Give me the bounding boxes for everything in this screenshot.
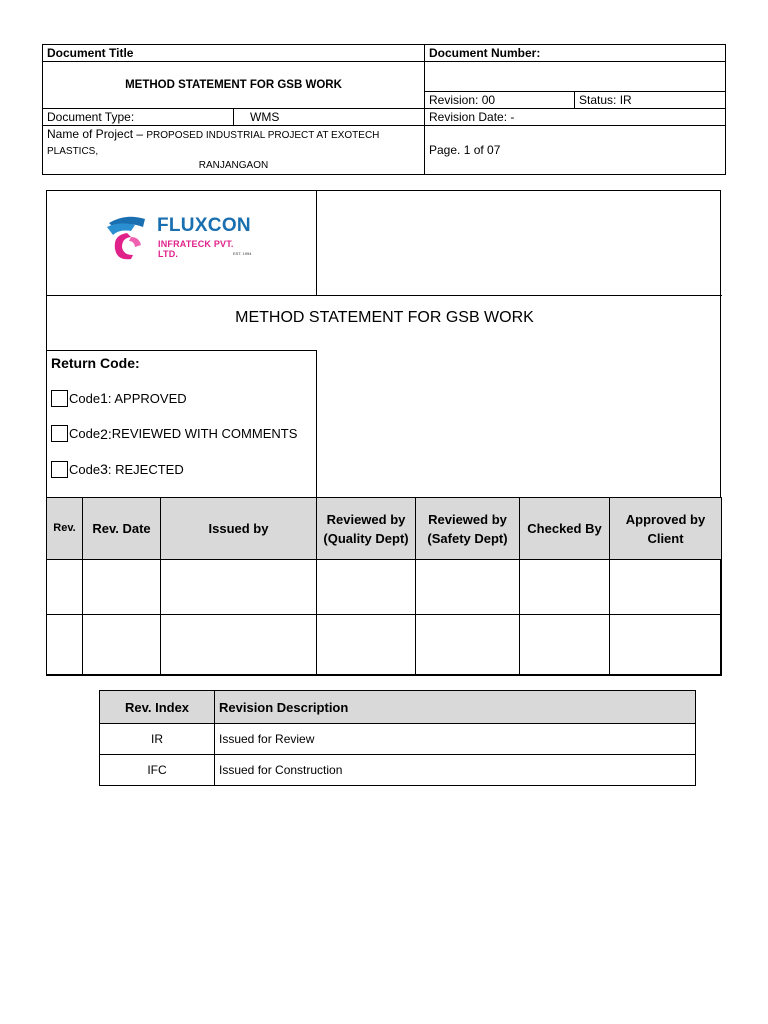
code-number: 1 (100, 390, 108, 406)
rev-description-cell: Issued for Construction (215, 755, 696, 786)
project-name-cell (43, 126, 425, 175)
table-cell[interactable] (317, 560, 416, 615)
document-header-table (42, 44, 726, 175)
code-prefix: Code (69, 426, 101, 441)
company-logo (105, 209, 255, 265)
project-name-line2: RANJANGAON (198, 160, 269, 171)
col-rev-index: Rev. Index (100, 691, 215, 724)
col-checked-by: Checked By (520, 498, 610, 560)
method-statement-cover-block (46, 190, 721, 675)
divider (316, 191, 317, 295)
col-revision-description: Revision Description (215, 691, 696, 724)
document-title: METHOD STATEMENT FOR GSB WORK (43, 62, 425, 109)
fluxcon-logo-icon (105, 213, 147, 263)
logo-sub-text: INFRATECK PVT. LTD. (158, 239, 234, 259)
divider (47, 350, 317, 351)
table-cell[interactable] (47, 615, 83, 676)
code-3-checkbox[interactable] (51, 461, 68, 478)
table-row (100, 724, 696, 755)
col-rev-date: Rev. Date (83, 498, 161, 560)
col-approved-by-client: Approved by Client (610, 498, 722, 560)
return-code-label: Return Code: (51, 355, 140, 371)
code-text: : APPROVED (107, 390, 187, 406)
code-text: REVIEWED WITH COMMENTS (111, 426, 298, 441)
table-cell[interactable] (317, 615, 416, 676)
table-cell[interactable] (610, 615, 722, 676)
table-cell[interactable] (610, 560, 722, 615)
document-type-value: WMS (234, 109, 425, 126)
revision-approval-table (46, 497, 722, 676)
table-cell[interactable] (416, 615, 520, 676)
code-number: 2: (100, 425, 112, 442)
table-cell[interactable] (161, 615, 317, 676)
logo-est-text: EST. 1994 (233, 251, 252, 256)
code-1-row (51, 388, 317, 408)
table-cell[interactable] (416, 560, 520, 615)
table-cell[interactable] (83, 615, 161, 676)
revision-date: Revision Date: - (425, 109, 726, 126)
document-number-label: Document Number: (425, 45, 726, 62)
code-text: : REJECTED (107, 461, 184, 477)
table-cell[interactable] (83, 560, 161, 615)
col-reviewed-quality: Reviewed by (Quality Dept) (317, 498, 416, 560)
code-3-row (51, 459, 317, 479)
logo-brand-text: FLUXCON (157, 215, 251, 236)
table-row (47, 615, 722, 676)
project-label: Name of Project – (47, 127, 144, 141)
revision: Revision: 00 (425, 92, 575, 109)
code-2-row (51, 424, 317, 444)
table-cell[interactable] (520, 615, 610, 676)
code-1-checkbox[interactable] (51, 390, 68, 407)
rev-description-cell: Issued for Review (215, 724, 696, 755)
rev-index-cell: IR (100, 724, 215, 755)
table-cell[interactable] (520, 560, 610, 615)
table-cell[interactable] (161, 560, 317, 615)
table-row (47, 560, 722, 615)
document-type-label: Document Type: (43, 109, 234, 126)
code-prefix: Code (69, 390, 101, 406)
table-cell[interactable] (47, 560, 83, 615)
document-title-label: Document Title (43, 45, 425, 62)
code-prefix: Code (69, 461, 101, 477)
col-rev: Rev. (47, 498, 83, 560)
col-reviewed-safety: Reviewed by (Safety Dept) (416, 498, 520, 560)
divider (47, 295, 722, 296)
revision-index-table (99, 690, 696, 786)
page-number: Page. 1 of 07 (425, 126, 726, 175)
table-row (100, 755, 696, 786)
code-number: 3 (100, 461, 108, 477)
return-code-block (51, 355, 317, 495)
document-number-value (425, 62, 726, 92)
code-2-checkbox[interactable] (51, 425, 68, 442)
status: Status: IR (575, 92, 726, 109)
project-name-line1: PROPOSED INDUSTRIAL PROJECT AT EXOTECH PLASTICS, (47, 130, 380, 157)
col-issued-by: Issued by (161, 498, 317, 560)
rev-index-cell: IFC (100, 755, 215, 786)
main-title: METHOD STATEMENT FOR GSB WORK (235, 309, 534, 326)
